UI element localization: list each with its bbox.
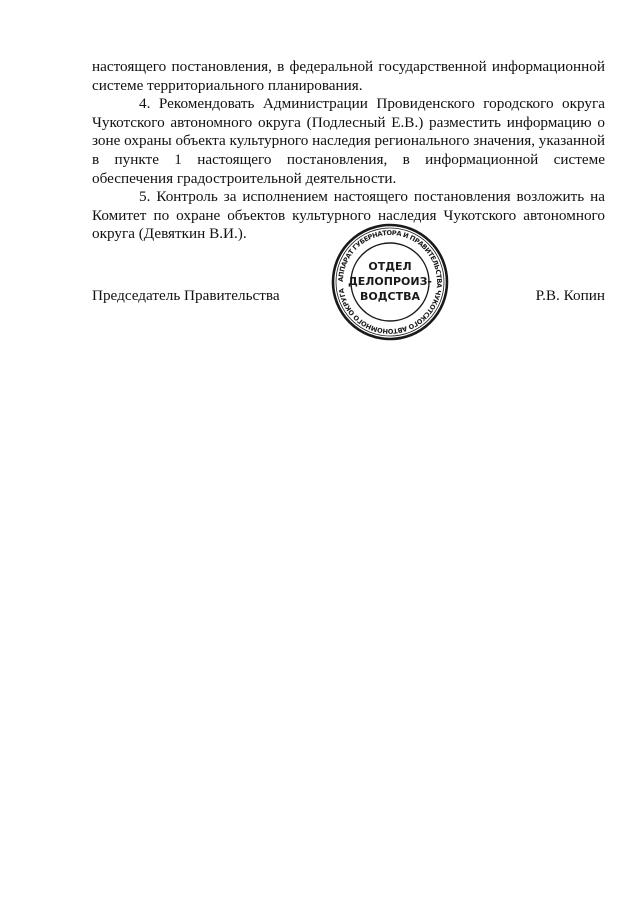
stamp-center-line-2: ДЕЛОПРОИЗ- <box>347 275 433 288</box>
document-body <box>92 58 605 244</box>
paragraph-continuation: настоящего постановления, в федеральной государственной информационной системе территориального планирования. <box>92 58 605 94</box>
signatory-name: Р.В. Копин <box>535 287 605 304</box>
stamp-center-line-3: ВОДСТВА <box>359 290 421 303</box>
stamp-graphic <box>330 222 450 342</box>
paragraph-item-5: 5. Контроль за исполнением настоящего постановления возложить на Комитет по охране объектов культурного наследия Чукотского автономного округа (Девяткин В.И.). <box>92 188 605 243</box>
stamp-ring-text: АППАРАТ ГУБЕРНАТОРА И ПРАВИТЕЛЬСТВА ЧУКОТСКОГО АВТОНОМНОГО ОКРУГА <box>336 228 444 336</box>
stamp-center-line-1: ОТДЕЛ <box>368 260 412 273</box>
official-seal-stamp <box>330 222 450 342</box>
signatory-position: Председатель Правительства <box>92 287 280 304</box>
paragraph-item-4: 4. Рекомендовать Администрации Провиденского городского округа Чукотского автономного округа (Подлесный Е.В.) разместить информацию о зоне охраны объекта культурного наследия регионального значения, указанной в пункте 1 настоящего постановления, в информационной системе обеспечения градостроительной деятельности. <box>92 95 605 187</box>
